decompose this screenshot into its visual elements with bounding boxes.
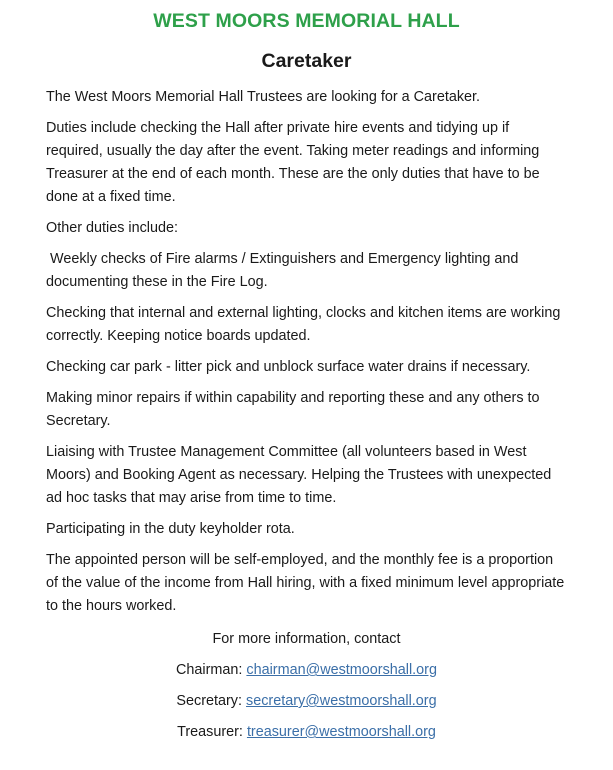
contact-chairman — [46, 659, 567, 682]
paragraph-keyholder: Participating in the duty keyholder rota. — [46, 521, 295, 537]
paragraph-intro: The West Moors Memorial Hall Trustees are looking for a Caretaker. — [46, 89, 481, 105]
treasurer-email-link[interactable]: treasurer@westmoorshall.org — [246, 724, 436, 740]
contact-heading: For more information, contact — [212, 631, 401, 647]
paragraph-fire-checks: Weekly checks of Fire alarms / Extinguishers and Emergency lighting and documenting these in the Fire Log. — [46, 251, 523, 290]
paragraph-lighting: Checking that internal and external lighting, clocks and kitchen items are working correctly. Keeping notice boards updated. — [46, 305, 561, 344]
contact-secretary — [46, 690, 567, 713]
document-title: WEST MOORS MEMORIAL HALL — [153, 10, 460, 32]
paragraph-liaising: Liaising with Trustee Management Committee (all volunteers based in West Moors) and Booking Agent as necessary. Helping the Trustees with unexpected ad hoc tasks that may arise from time to time. — [46, 444, 552, 506]
treasurer-label: Treasurer: — [177, 724, 247, 740]
paragraph-other-duties: Other duties include: — [46, 220, 178, 236]
paragraph-fee: The appointed person will be self-employed, and the monthly fee is a proportion of the value of the income from Hall hiring, with a fixed minimum level appropriate to the hours worked. — [46, 552, 565, 614]
document-subtitle: Caretaker — [261, 50, 352, 72]
secretary-email-link[interactable]: secretary@westmoorshall.org — [246, 693, 437, 709]
secretary-label: Secretary: — [176, 693, 247, 709]
paragraph-repairs: Making minor repairs if within capability and reporting these and any others to Secretary. — [46, 390, 540, 429]
chairman-email-link[interactable]: chairman@westmoorshall.org — [246, 662, 437, 678]
paragraph-duties: Duties include checking the Hall after private hire events and tidying up if required, usually the day after the event. Taking meter readings and informing Treasurer at the end of each month. These are the only duties that have to be done at a fixed time. — [46, 120, 540, 205]
contact-treasurer — [46, 721, 567, 744]
chairman-label: Chairman: — [176, 662, 247, 678]
paragraph-car-park: Checking car park - litter pick and unblock surface water drains if necessary. — [46, 359, 531, 375]
